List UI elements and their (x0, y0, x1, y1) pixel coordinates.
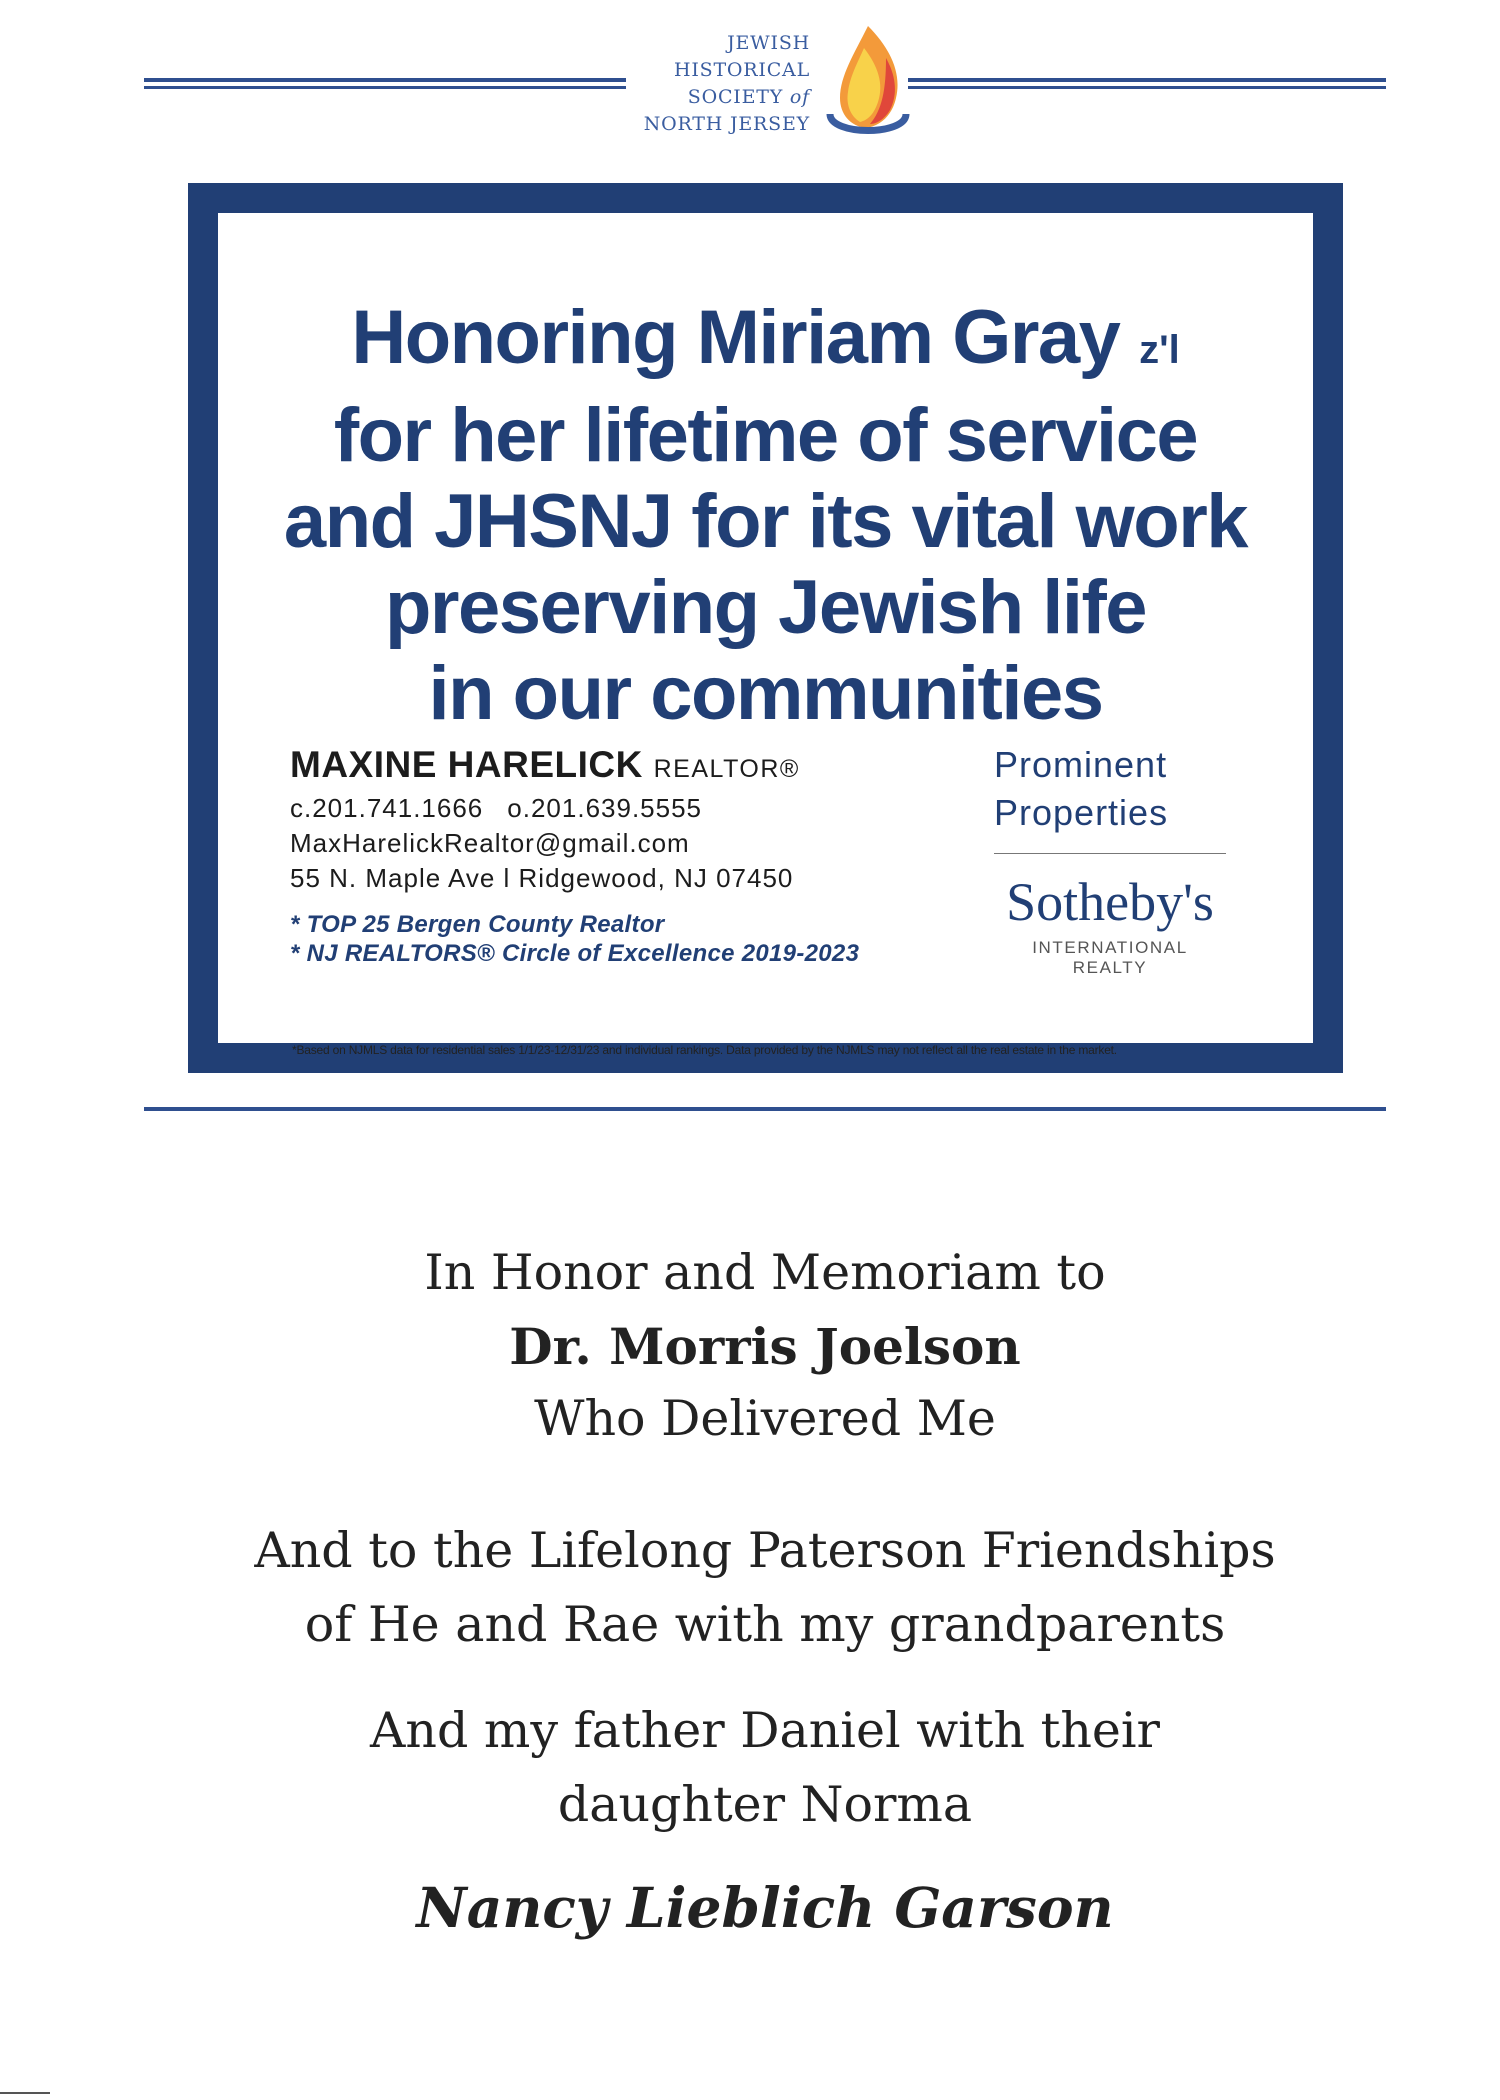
ad-disclaimer: *Based on NJMLS data for residential sales 1/1/23-12/31/23 and individual rankings. Data provided by the NJMLS may not reflect all the real estate in the market. (292, 1043, 1117, 1057)
brokerage-name (994, 741, 1234, 837)
brokerage-line: Prominent (994, 744, 1168, 785)
agent-address: 55 N. Maple Ave l Ridgewood, NJ 07450 (290, 863, 794, 893)
tribute-line: And to the Lifelong Paterson Friendships (254, 1522, 1276, 1579)
brokerage-line: Properties (994, 792, 1169, 833)
agent-email: MaxHarelickRealtor@gmail.com (290, 828, 690, 858)
agent-info (290, 743, 859, 968)
header-rule-left (144, 78, 626, 90)
org-name-of: of (789, 86, 810, 108)
headline-line: Honoring Miriam Gray z'l (351, 295, 1180, 380)
agent-phones (290, 791, 859, 826)
corner-mark (0, 2092, 50, 2094)
org-name (600, 30, 810, 138)
brokerage-brand-sub: INTERNATIONAL REALTY (1032, 938, 1188, 977)
headline-line: in our communities (428, 651, 1103, 736)
agent-name-line (290, 743, 859, 791)
org-name-line: JEWISH (727, 32, 810, 54)
headline-suffix: z'l (1139, 328, 1180, 372)
headline-line: for her lifetime of service (333, 393, 1198, 478)
brokerage-divider (994, 853, 1226, 854)
section-divider (144, 1107, 1386, 1111)
header-rule-right (908, 78, 1386, 90)
headline-line: and JHSNJ for its vital work (283, 479, 1248, 564)
flame-icon (820, 18, 916, 148)
agent-phone-office: o.201.639.5555 (507, 793, 703, 823)
brokerage-logo (994, 741, 1234, 978)
agent-name: MAXINE HARELICK (290, 744, 643, 785)
org-name-line: HISTORICAL (673, 59, 810, 81)
agent-awards (290, 910, 859, 968)
tribute-line: of He and Rae with my grandparents (304, 1596, 1226, 1653)
headline-line: preserving Jewish life (384, 565, 1147, 650)
tribute-line: daughter Norma (557, 1776, 973, 1833)
tribute-line: In Honor and Memoriam to (424, 1244, 1106, 1301)
org-name-line: SOCIETY of (687, 86, 810, 108)
ad-headline (218, 295, 1313, 737)
award-item: * TOP 25 Bergen County Realtor (290, 911, 665, 938)
brokerage-brand: Sotheby's (1006, 872, 1214, 932)
agent-phone-cell: c.201.741.1666 (290, 793, 484, 823)
sponsor-ad (188, 183, 1343, 1073)
honoree-name: Dr. Morris Joelson (509, 1317, 1021, 1376)
signature: Nancy Lieblich Garson (416, 1875, 1114, 1940)
org-name-line: NORTH JERSEY (643, 113, 810, 135)
tribute-line: And my father Daniel with their (370, 1702, 1160, 1759)
agent-title: REALTOR® (653, 755, 800, 783)
award-item: * NJ REALTORS® Circle of Excellence 2019-2023 (290, 940, 860, 967)
tribute-line: Who Delivered Me (534, 1390, 996, 1447)
